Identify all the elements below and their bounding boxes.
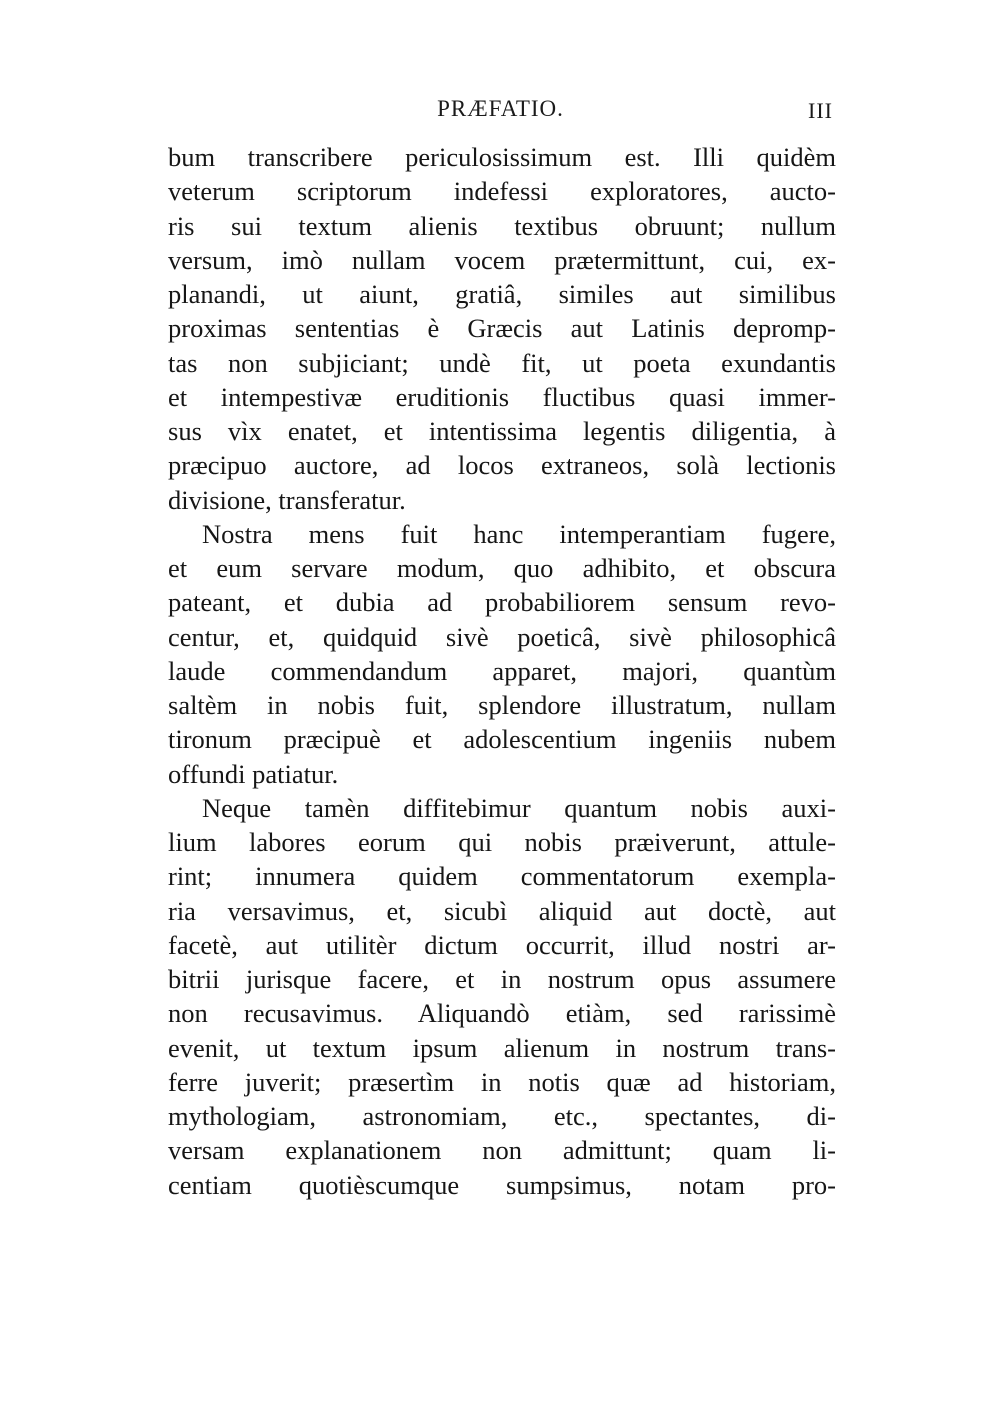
text-line: divisione, transferatur. (168, 484, 406, 515)
text-line: rint; innumera quidem commentatorum exempla- (168, 861, 836, 892)
text-line: ferre juverit; præsertìm in notis quæ ad historiam, (168, 1066, 836, 1097)
text-line: bitrii jurisque facere, et in nostrum opus assumere (168, 964, 836, 994)
paragraph-3 (168, 791, 836, 1202)
text-line: proximas sententias è Græcis aut Latinis depromp- (168, 313, 836, 344)
paragraph-2 (168, 517, 836, 791)
paragraph-1 (168, 140, 836, 517)
text-line: et intempestivæ eruditionis fluctibus quasi immer- (168, 381, 836, 412)
text-line: laude commendandum apparet, majori, quantùm (168, 655, 836, 686)
text-line: facetè, aut utilitèr dictum occurrit, illud nostri ar- (168, 929, 836, 960)
running-head-title: PRÆFATIO. (437, 96, 564, 121)
text-line: planandi, ut aiunt, gratiâ, similes aut similibus (168, 279, 836, 309)
text-line: et eum servare modum, quo adhibito, et obscura (168, 553, 836, 583)
running-head (168, 96, 833, 130)
text-line: Neque tamèn diffitebimur quantum nobis auxi- (202, 792, 836, 823)
text-line: versam explanationem non admittunt; quam li- (168, 1135, 836, 1166)
text-line: præcipuo auctore, ad locos extraneos, solà lectionis (168, 450, 836, 481)
text-line: centiam quotièscumque sumpsimus, notam pro- (168, 1169, 836, 1200)
text-line: tas non subjiciant; undè fit, ut poeta exundantis (168, 347, 836, 378)
text-line: sus vìx enatet, et intentissima legentis diligentia, à (168, 416, 836, 446)
body-text (168, 140, 836, 1202)
text-line: offundi patiatur. (168, 758, 339, 789)
text-line: bum transcribere periculosissimum est. Illi quidèm (168, 142, 836, 172)
text-line: Nostra mens fuit hanc intemperantiam fugere, (202, 518, 836, 549)
text-line: saltèm in nobis fuit, splendore illustratum, nullam (168, 690, 836, 720)
text-line: tironum præcipuè et adolescentium ingeniis nubem (168, 724, 836, 755)
text-line: veterum scriptorum indefessi exploratores, aucto- (168, 176, 836, 207)
text-line: pateant, et dubia ad probabiliorem sensum revo- (168, 587, 836, 618)
text-line: centur, et, quidquid sivè poeticâ, sivè philosophicâ (168, 621, 836, 652)
text-line: non recusavimus. Aliquandò etiàm, sed rarissimè (168, 998, 836, 1029)
text-line: mythologiam, astronomiam, etc., spectantes, di- (168, 1101, 836, 1131)
text-line: versum, imò nullam vocem prætermittunt, cui, ex- (168, 244, 836, 275)
text-line: lium labores eorum qui nobis præiverunt, attule- (168, 827, 836, 857)
text-line: ris sui textum alienis textibus obruunt; nullum (168, 210, 836, 241)
text-line: ria versavimus, et, sicubì aliquid aut doctè, aut (168, 895, 836, 926)
page-number: III (808, 98, 833, 123)
text-line: evenit, ut textum ipsum alienum in nostrum trans- (168, 1032, 836, 1063)
